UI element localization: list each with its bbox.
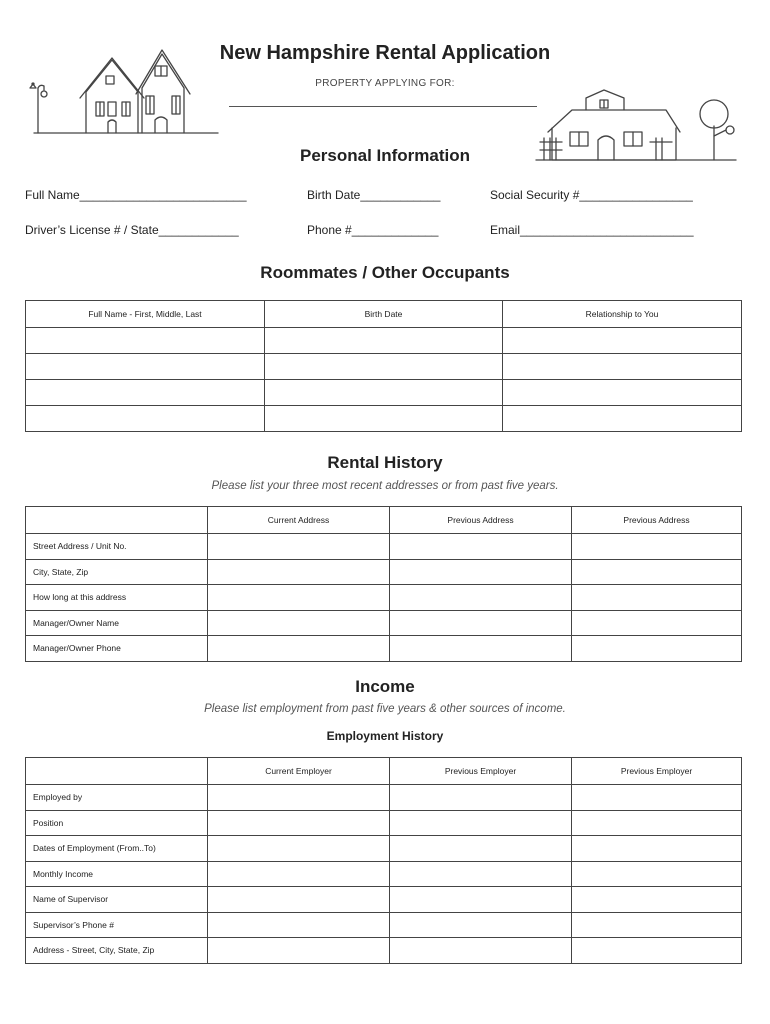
table-cell[interactable] <box>572 785 742 811</box>
table-row <box>26 887 742 913</box>
table-cell[interactable] <box>390 559 572 585</box>
table-cell[interactable] <box>503 406 742 432</box>
table-cell[interactable] <box>390 861 572 887</box>
row-label: Employed by <box>26 785 208 811</box>
column-header <box>26 758 208 785</box>
table-row <box>26 938 742 964</box>
row-label: Monthly Income <box>26 861 208 887</box>
table-cell[interactable] <box>572 861 742 887</box>
table-row <box>26 354 742 380</box>
email-field[interactable]: Email__________________________ <box>490 223 694 237</box>
table-header-row <box>26 301 742 328</box>
income-note: Please list employment from past five years & other sources of income. <box>204 703 566 715</box>
roommates-heading: Roommates / Other Occupants <box>260 263 510 282</box>
social-security-field[interactable]: Social Security #_________________ <box>490 188 693 202</box>
table-cell[interactable] <box>208 912 390 938</box>
table-cell[interactable] <box>265 328 503 354</box>
table-cell[interactable] <box>572 912 742 938</box>
table-cell[interactable] <box>208 836 390 862</box>
rental-history-table <box>25 506 742 662</box>
row-label: Name of Supervisor <box>26 887 208 913</box>
table-row <box>26 636 742 662</box>
table-cell[interactable] <box>503 380 742 406</box>
table-cell[interactable] <box>208 887 390 913</box>
table-row <box>26 380 742 406</box>
table-cell[interactable] <box>390 810 572 836</box>
table-cell[interactable] <box>26 380 265 406</box>
table-row <box>26 559 742 585</box>
table-row <box>26 534 742 560</box>
column-header: Current Address <box>208 507 390 534</box>
row-label: Street Address / Unit No. <box>26 534 208 560</box>
table-header-row <box>26 758 742 785</box>
income-heading: Income <box>355 677 415 696</box>
table-row <box>26 861 742 887</box>
table-cell[interactable] <box>208 559 390 585</box>
table-cell[interactable] <box>572 636 742 662</box>
table-cell[interactable] <box>390 636 572 662</box>
table-cell[interactable] <box>503 328 742 354</box>
table-cell[interactable] <box>208 810 390 836</box>
table-cell[interactable] <box>208 636 390 662</box>
row-label: Manager/Owner Phone <box>26 636 208 662</box>
table-cell[interactable] <box>503 354 742 380</box>
table-cell[interactable] <box>26 354 265 380</box>
row-label: Address - Street, City, State, Zip <box>26 938 208 964</box>
table-row <box>26 810 742 836</box>
property-input-line[interactable] <box>229 106 537 107</box>
table-cell[interactable] <box>390 912 572 938</box>
column-header: Previous Employer <box>572 758 742 785</box>
table-cell[interactable] <box>572 810 742 836</box>
table-cell[interactable] <box>572 559 742 585</box>
row-label: Supervisor’s Phone # <box>26 912 208 938</box>
table-cell[interactable] <box>208 585 390 611</box>
table-cell[interactable] <box>208 534 390 560</box>
table-cell[interactable] <box>208 938 390 964</box>
column-header: Relationship to You <box>503 301 742 328</box>
table-row <box>26 328 742 354</box>
row-label: How long at this address <box>26 585 208 611</box>
table-cell[interactable] <box>390 610 572 636</box>
table-cell[interactable] <box>390 785 572 811</box>
table-header-row <box>26 507 742 534</box>
document-title: New Hampshire Rental Application <box>219 42 551 64</box>
table-cell[interactable] <box>265 354 503 380</box>
column-header: Previous Employer <box>390 758 572 785</box>
table-row <box>26 836 742 862</box>
birth-date-field[interactable]: Birth Date____________ <box>307 188 441 202</box>
column-header: Current Employer <box>208 758 390 785</box>
column-header: Birth Date <box>265 301 503 328</box>
table-row <box>26 406 742 432</box>
table-cell[interactable] <box>208 861 390 887</box>
table-cell[interactable] <box>390 887 572 913</box>
table-cell[interactable] <box>390 836 572 862</box>
table-cell[interactable] <box>265 406 503 432</box>
table-cell[interactable] <box>265 380 503 406</box>
table-row <box>26 912 742 938</box>
row-label: Manager/Owner Name <box>26 610 208 636</box>
table-cell[interactable] <box>572 836 742 862</box>
table-row <box>26 585 742 611</box>
row-label: Dates of Employment (From..To) <box>26 836 208 862</box>
table-row <box>26 785 742 811</box>
table-cell[interactable] <box>572 585 742 611</box>
table-cell[interactable] <box>572 534 742 560</box>
rental-history-heading: Rental History <box>327 453 443 472</box>
drivers-license-field[interactable]: Driver’s License # / State____________ <box>25 223 239 237</box>
table-cell[interactable] <box>572 938 742 964</box>
row-label: City, State, Zip <box>26 559 208 585</box>
table-cell[interactable] <box>572 887 742 913</box>
column-header: Previous Address <box>572 507 742 534</box>
table-cell[interactable] <box>572 610 742 636</box>
table-cell[interactable] <box>390 585 572 611</box>
personal-information-heading: Personal Information <box>299 146 471 165</box>
column-header: Full Name - First, Middle, Last <box>26 301 265 328</box>
column-header <box>26 507 208 534</box>
phone-field[interactable]: Phone #_____________ <box>307 223 439 237</box>
column-header: Previous Address <box>390 507 572 534</box>
rental-history-note: Please list your three most recent addresses or from past five years. <box>211 480 559 492</box>
employment-history-table <box>25 757 742 964</box>
table-cell[interactable] <box>26 406 265 432</box>
employment-history-heading: Employment History <box>326 729 444 743</box>
row-label: Position <box>26 810 208 836</box>
table-cell[interactable] <box>26 328 265 354</box>
table-row <box>26 610 742 636</box>
table-cell[interactable] <box>390 938 572 964</box>
table-cell[interactable] <box>208 610 390 636</box>
roommates-table <box>25 300 742 432</box>
full-name-field[interactable]: Full Name_________________________ <box>25 188 247 202</box>
property-applying-label: PROPERTY APPLYING FOR: <box>315 78 455 89</box>
table-cell[interactable] <box>390 534 572 560</box>
table-cell[interactable] <box>208 785 390 811</box>
